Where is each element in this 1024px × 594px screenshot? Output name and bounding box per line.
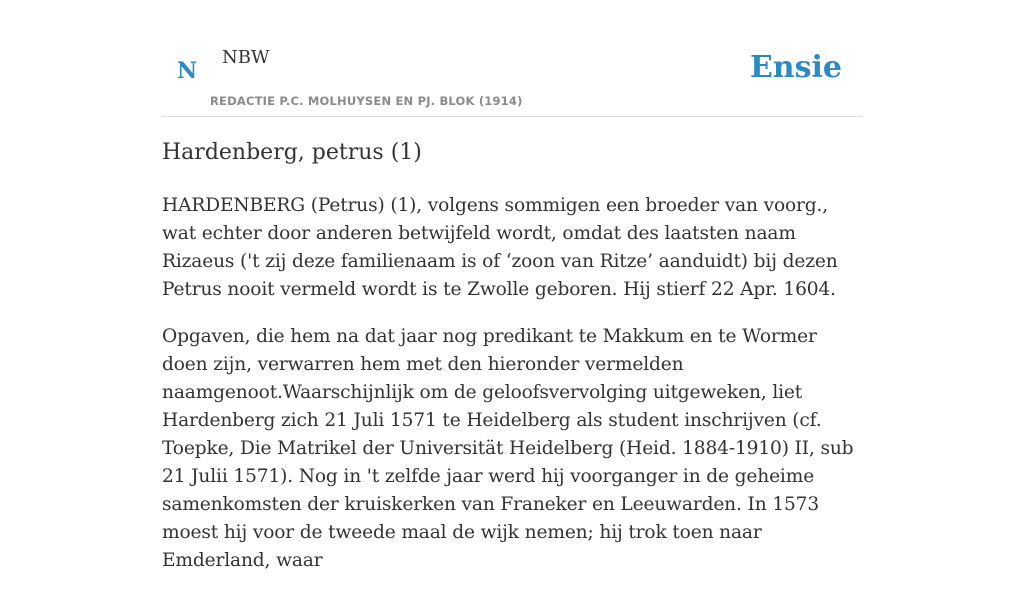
source-title[interactable]: NBW (222, 47, 270, 68)
source-logo[interactable]: N (177, 58, 198, 84)
article-paragraph: Opgaven, die hem na dat jaar nog predikant te Makkum en te Wormer doen zijn, verwarren hem met den hieronder vermelden naamgenoot.Waarschijnlijk om de geloofsvervolging uitgeweken, liet Hardenberg zich 21 Juli 1571 te Heidelberg als student inschrijven (cf. Toepke, Die Matrikel der Universität Heidelberg (Heid. 1884-1910) II, sub 21 Julii 1571). Nog in 't zelfde jaar werd hij voorganger in de geheime samenkomsten der kruiskerken van Franeker en Leeuwarden. In 1573 moest hij voor de tweede maal de wijk nemen; hij trok toen naar Emderland, waar (162, 326, 854, 571)
article-paragraph: HARDENBERG (Petrus) (1), volgens sommigen een broeder van voorg., wat echter door anderen betwijfeld wordt, omdat des laatsten naam Rizaeus ('t zij deze familienaam is of ‘zoon van Ritze’ aanduidt) bij dezen Petrus nooit vermeld wordt is te Zwolle geboren. Hij stierf 22 Apr. 1604. (162, 195, 838, 300)
source-subtitle: REDACTIE P.C. MOLHUYSEN EN PJ. BLOK (1914) (210, 94, 523, 108)
ensie-logo-link[interactable]: Ensie (749, 50, 842, 85)
header (162, 0, 862, 117)
article-body (162, 192, 862, 594)
article-title: Hardenberg, petrus (1) (162, 140, 422, 165)
